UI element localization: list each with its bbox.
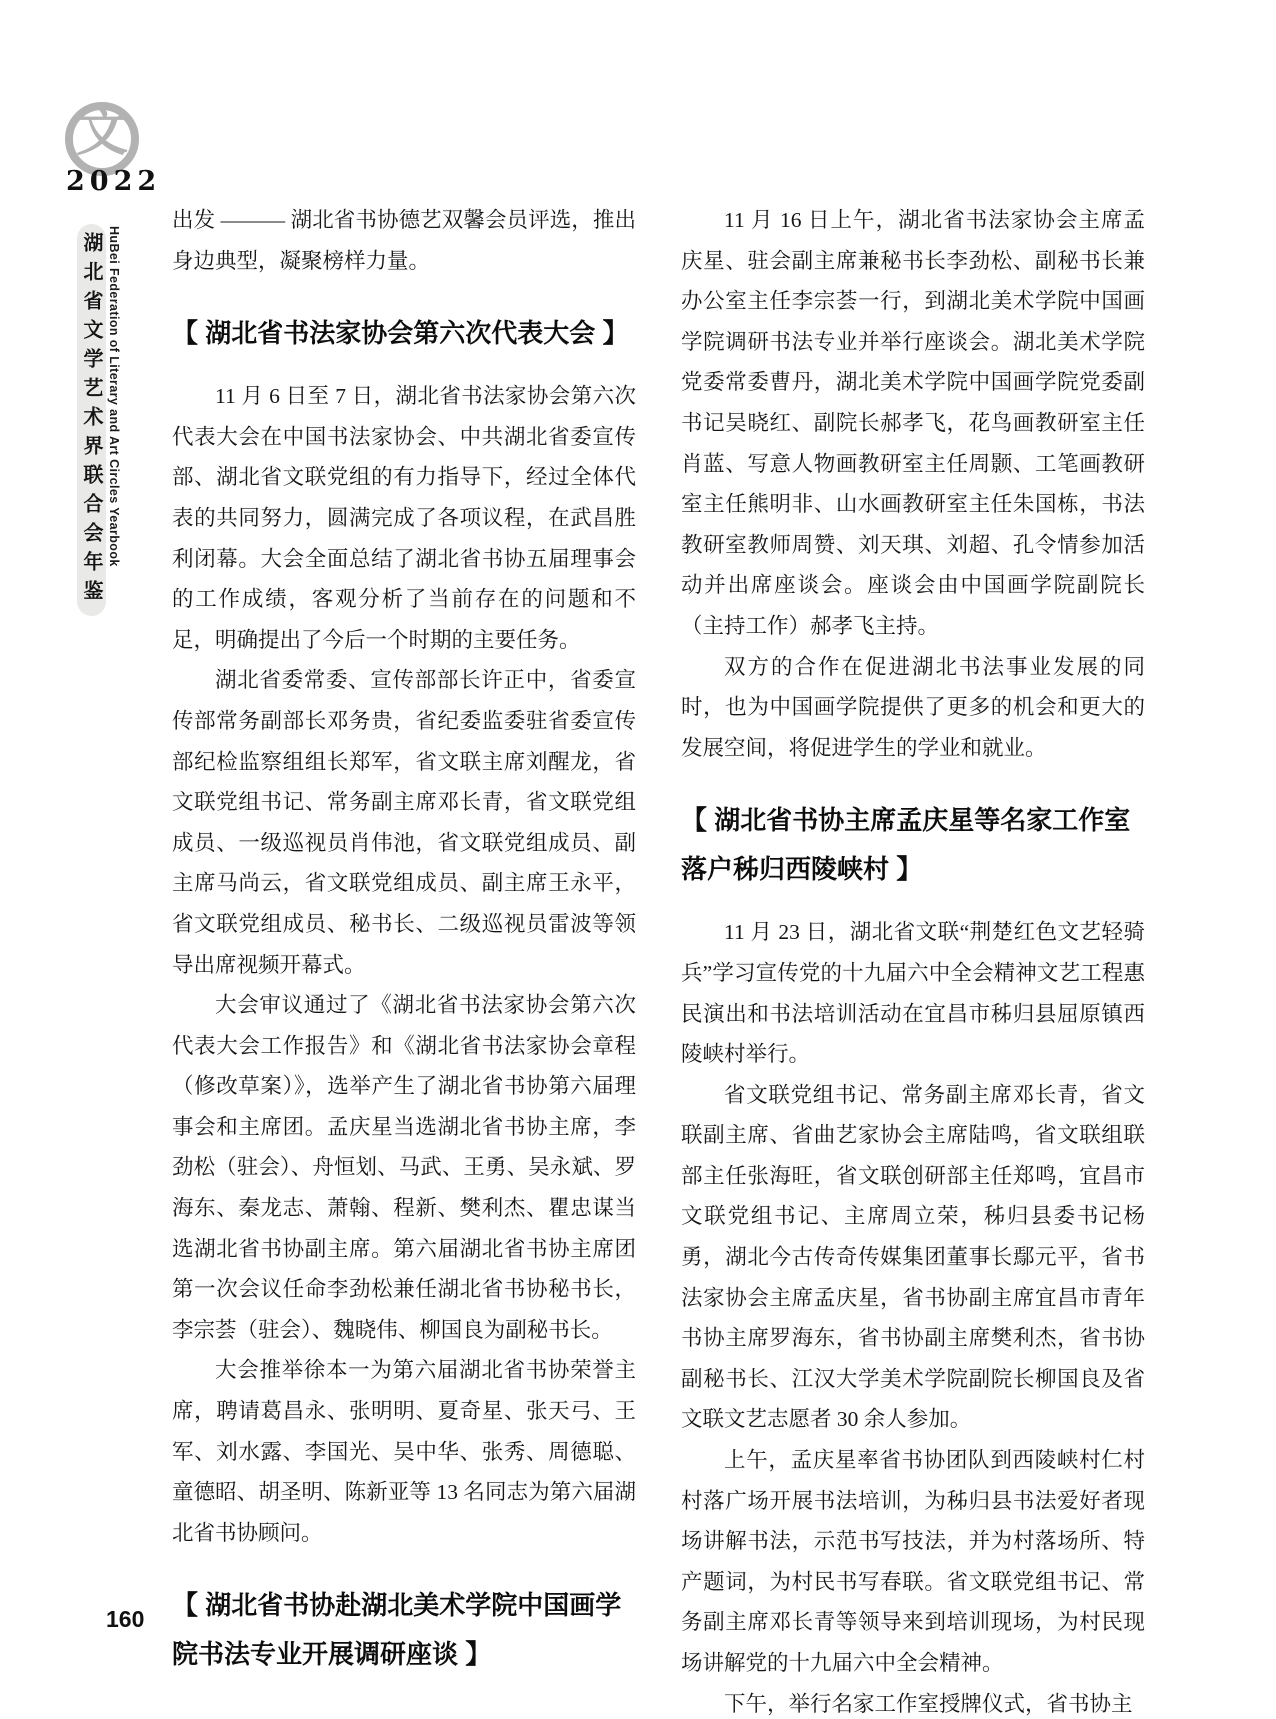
paragraph: 湖北省委常委、宣传部部长许正中，省委宣传部常务副部长邓务贵，省纪委监委驻省委宣传部纪检监察组组长郑军，省文联主席刘醒龙，省文联党组书记、常务副主席邓长青，省文联党组成员、一级巡视员肖伟池，省文联党组成员、副主席马尚云，省文联党组成员、副主席王永平，省文联党组成员、秘书长、二级巡视员雷波等领导出席视频开幕式。 <box>172 668 636 977</box>
paragraph: 上午，孟庆星率省书协团队到西陵峡村仁村村落广场开展书法培训，为秭归县书法爱好者现场讲解书法，示范书写技法，并为村落场所、特产题词，为村民书写春联。省文联党组书记、常务副主席邓长青等领导来到培训现场，为村民现场讲解党的十九届六中全会精神。 <box>681 1448 1145 1675</box>
entry-heading: 【 湖北省书协赴湖北美术学院中国画学院书法专业开展调研座谈 】 <box>172 1590 622 1670</box>
svg-text:文: 文 <box>75 105 129 162</box>
paragraph-continuation: 出发 ——— 湖北省书协德艺双馨会员评选，推出身边典型，凝聚榜样力量。 <box>172 208 636 273</box>
paragraph: 双方的合作在促进湖北书法事业发展的同时，也为中国画学院提供了更多的机会和更大的发展空间，将促进学生的学业和就业。 <box>681 654 1145 760</box>
sidebar-strip <box>77 224 106 616</box>
paragraph: 大会审议通过了《湖北省书法家协会第六次代表大会工作报告》和《湖北省书法家协会章程（修改草案）》，选举产生了湖北省书协第六届理事会和主席团。孟庆星当选湖北省书协主席，李劲松（驻会）、舟恒划、马武、王勇、吴永斌、罗海东、秦龙志、萧翰、程新、樊利杰、瞿忠谋当选湖北省书协副主席。第六届湖北省书协主席团第一次会议任命李劲松兼任湖北省书协秘书长，李宗荟（驻会）、魏晓伟、柳国良为副秘书长。 <box>172 993 636 1342</box>
year-label: 2022 <box>66 166 162 197</box>
paragraph: 11 月 16 日上午，湖北省书法家协会主席孟庆星、驻会副主席兼秘书长李劲松、副秘书长兼办公室主任李宗荟一行，到湖北美术学院中国画学院调研书法专业并举行座谈会。湖北美术学院党委常委曹丹，湖北美术学院中国画学院党委副书记吴晓红、副院长郝孝飞，花鸟画教研室主任肖蓝、写意人物画教研室主任周颢、工笔画教研室主任熊明非、山水画教研室主任朱国栋，书法教研室教师周赞、刘天琪、刘超、孔令情参加活动并出席座谈会。座谈会由中国画学院副院长（主持工作）郝孝飞主持。 <box>681 208 1145 638</box>
page-number: 160 <box>106 1606 145 1632</box>
entry-heading: 【 湖北省书法家协会第六次代表大会 】 <box>172 318 629 349</box>
right-column <box>681 200 1145 1719</box>
paragraph: 11 月 23 日，湖北省文联“荆楚红色文艺轻骑兵”学习宣传党的十九届六中全会精神文艺工程惠民演出和书法培训活动在宜昌市秭归县屈原镇西陵峡村举行。 <box>681 920 1145 1067</box>
sidebar-title-en: HuBei Federation of Literary and Art Circles Yearbook <box>107 226 121 567</box>
paragraph: 省文联党组书记、常务副主席邓长青，省文联副主席、省曲艺家协会主席陆鸣，省文联组联部主任张海旺，省文联创研部主任郑鸣，宜昌市文联党组书记、主席周立荣，秭归县委书记杨勇，湖北今古传奇传媒集团董事长鄢元平，省书法家协会主席孟庆星，省书协副主席宜昌市青年书协主席罗海东，省书协副主席樊利杰，省书协副秘书长、江汉大学美术学院副院长柳国良及省文联文艺志愿者 30 余人参加。 <box>681 1082 1145 1432</box>
paragraph: 11 月 6 日至 7 日，湖北省书法家协会第六次代表大会在中国书法家协会、中共湖北省委宣传部、湖北省文联党组的有力指导下，经过全体代表的共同努力，圆满完成了各项议程，在武昌胜利闭幕。大会全面总结了湖北省书协五届理事会的工作成绩，客观分析了当前存在的问题和不足，明确提出了今后一个时期的主要任务。 <box>172 384 636 652</box>
entry-heading: 【 湖北省书协主席孟庆星等名家工作室落户秭归西陵峡村 】 <box>681 805 1131 885</box>
paragraph: 下午，举行名家工作室授牌仪式，省书协主 <box>724 1691 1133 1716</box>
left-column <box>172 200 636 1697</box>
paragraph: 大会推举徐本一为第六届湖北省书协荣誉主席，聘请葛昌永、张明明、夏奇星、张天弓、王军、刘水露、李国光、吴中华、张秀、周德聪、童德昭、胡圣明、陈新亚等 13 名同志为第六届湖北省书协顾问。 <box>172 1358 636 1545</box>
sidebar-title-cn: 湖北省文学艺术界联合会年鉴 <box>80 232 102 609</box>
